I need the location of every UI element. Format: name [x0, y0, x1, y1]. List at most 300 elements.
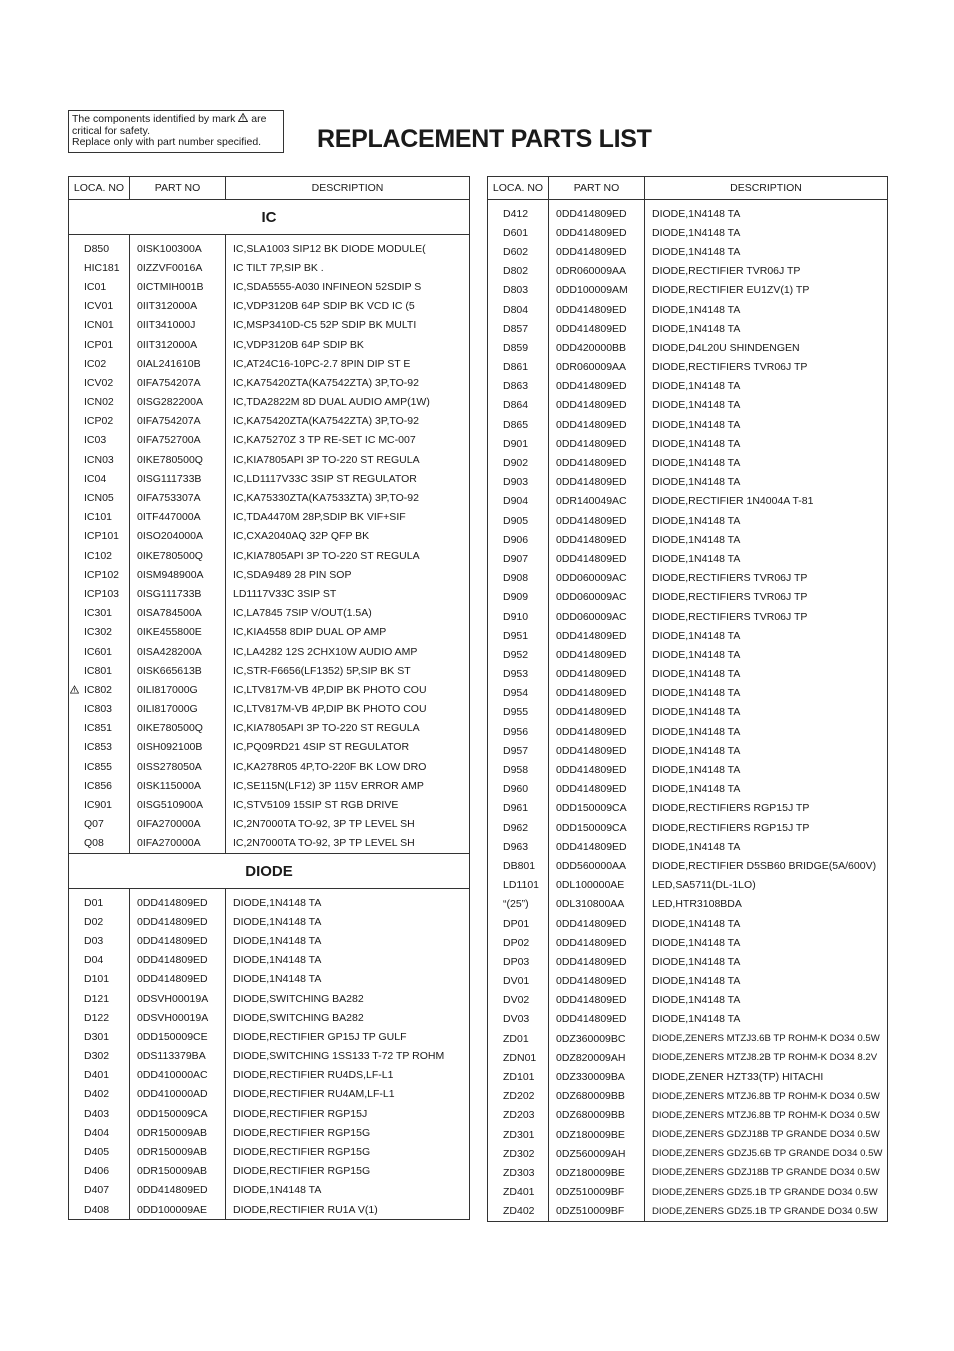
loca-no-cell: D865	[488, 415, 549, 434]
table-row	[488, 607, 888, 626]
part-no-cell: 0IKE455800E	[130, 623, 226, 642]
description-cell: DIODE,RECTIFIER RU4AM,LF-L1	[226, 1085, 470, 1104]
part-no-cell: 0DD414809ED	[549, 453, 645, 472]
loca-no-cell: D01	[69, 889, 130, 913]
table-row	[69, 1200, 470, 1220]
loca-no-cell: DV01	[488, 972, 549, 991]
table-row	[69, 623, 470, 642]
loca-no-cell: D908	[488, 569, 549, 588]
part-no-cell: 0DR150009AB	[130, 1142, 226, 1161]
part-no-cell: 0DD150009CA	[130, 1104, 226, 1123]
part-no-cell: 0IFA270000A	[130, 815, 226, 834]
loca-no-cell: D301	[69, 1027, 130, 1046]
table-row	[488, 799, 888, 818]
table-row	[488, 780, 888, 799]
part-no-cell: 0DD414809ED	[549, 396, 645, 415]
loca-no-cell: ICN02	[69, 393, 130, 412]
part-no-cell: 0DD414809ED	[549, 703, 645, 722]
table-row	[69, 488, 470, 507]
part-no-cell: 0DD414809ED	[549, 952, 645, 971]
table-row	[488, 396, 888, 415]
description-cell: DIODE,RECTIFIERS TVR06J TP	[645, 569, 888, 588]
part-no-cell: 0ISG111733B	[130, 469, 226, 488]
section-title: IC	[69, 200, 470, 235]
table-row	[69, 1162, 470, 1181]
table-row	[488, 242, 888, 261]
table-row	[69, 738, 470, 757]
table-row	[488, 434, 888, 453]
page-title: REPLACEMENT PARTS LIST	[317, 125, 652, 153]
loca-no-cell: ICV02	[69, 373, 130, 392]
description-cell: DIODE,1N4148 TA	[226, 889, 470, 913]
part-no-cell: 0IIT312000A	[130, 297, 226, 316]
table-row	[488, 492, 888, 511]
part-no-cell: 0DD560000AA	[549, 856, 645, 875]
loca-no-cell: D863	[488, 377, 549, 396]
table-header-row	[69, 177, 470, 200]
description-cell: IC,LD1117V33C 3SIP ST REGULATOR	[226, 469, 470, 488]
table-row	[69, 889, 470, 913]
table-row	[69, 642, 470, 661]
loca-no-cell: IC301	[69, 604, 130, 623]
part-no-cell: 0DZ180009BE	[549, 1125, 645, 1144]
loca-no-cell: D864	[488, 396, 549, 415]
loca-no-cell: ICP02	[69, 412, 130, 431]
header-description: DESCRIPTION	[226, 177, 470, 200]
part-no-cell: 0DR140049AC	[549, 492, 645, 511]
loca-no-cell: D412	[488, 200, 549, 224]
description-cell: DIODE,1N4148 TA	[645, 684, 888, 703]
table-row	[69, 354, 470, 373]
table-row	[488, 223, 888, 242]
loca-no-cell: D951	[488, 626, 549, 645]
part-no-cell: 0DZ560009AH	[549, 1144, 645, 1163]
part-no-cell: 0DZ680009BB	[549, 1087, 645, 1106]
description-cell: DIODE,1N4148 TA	[645, 415, 888, 434]
table-row	[488, 645, 888, 664]
part-no-cell: 0DS113379BA	[130, 1047, 226, 1066]
section-diode	[69, 854, 470, 889]
part-no-cell: 0IFA754207A	[130, 412, 226, 431]
part-no-cell: 0ISG282200A	[130, 393, 226, 412]
description-cell: LD1117V33C 3SIP ST	[226, 584, 470, 603]
loca-no-cell: D903	[488, 473, 549, 492]
loca-no-cell: D121	[69, 989, 130, 1008]
description-cell: DIODE,1N4148 TA	[645, 434, 888, 453]
table-row	[69, 469, 470, 488]
description-cell: IC,LTV817M-VB 4P,DIP BK PHOTO COU	[226, 680, 470, 699]
part-no-cell: 0DD414809ED	[549, 473, 645, 492]
loca-no-cell: IC101	[69, 508, 130, 527]
part-no-cell: 0DD414809ED	[549, 434, 645, 453]
table-row	[69, 431, 470, 450]
description-cell: DIODE,ZENERS GDZJ18B TP GRANDE DO34 0.5W	[645, 1125, 888, 1144]
section-ic	[69, 200, 470, 235]
description-cell: DIODE,D4L20U SHINDENGEN	[645, 338, 888, 357]
part-no-cell: 0DZ820009AH	[549, 1048, 645, 1067]
part-no-cell: 0DD414809ED	[549, 1010, 645, 1029]
part-no-cell: 0IKE780500Q	[130, 450, 226, 469]
description-cell: DIODE,1N4148 TA	[226, 1181, 470, 1200]
loca-no-cell: IC855	[69, 757, 130, 776]
part-no-cell: 0ISH092100B	[130, 738, 226, 757]
loca-no-cell: D02	[69, 912, 130, 931]
loca-no-cell: DP01	[488, 914, 549, 933]
description-cell: DIODE,1N4148 TA	[645, 972, 888, 991]
loca-no-cell: ICV01	[69, 297, 130, 316]
description-cell: DIODE,1N4148 TA	[645, 933, 888, 952]
description-cell: DIODE,ZENER HZT33(TP) HITACHI	[645, 1067, 888, 1086]
description-cell: DIODE,1N4148 TA	[645, 223, 888, 242]
loca-no-cell: DV03	[488, 1010, 549, 1029]
part-no-cell: 0DD414809ED	[549, 684, 645, 703]
table-row	[69, 373, 470, 392]
safety-notice-line3: Replace only with part number specified.	[72, 136, 262, 148]
part-no-cell: 0DD410000AC	[130, 1066, 226, 1085]
table-row	[69, 661, 470, 680]
table-row	[488, 703, 888, 722]
table-row	[488, 722, 888, 741]
loca-no-cell: ZD402	[488, 1202, 549, 1222]
description-cell: DIODE,1N4148 TA	[645, 837, 888, 856]
description-cell: DIODE,1N4148 TA	[645, 530, 888, 549]
description-cell: DIODE,SWITCHING 1SS133 T-72 TP ROHM	[226, 1047, 470, 1066]
table-row	[69, 450, 470, 469]
table-row	[69, 277, 470, 296]
part-no-cell: 0DD150009CA	[549, 818, 645, 837]
description-cell: DIODE,ZENERS MTZJ3.6B TP ROHM-K DO34 0.5W	[645, 1029, 888, 1048]
table-row	[488, 1163, 888, 1182]
part-no-cell: 0DD414809ED	[549, 645, 645, 664]
loca-no-cell: ZDN01	[488, 1048, 549, 1067]
part-no-cell: 0ISG510900A	[130, 795, 226, 814]
loca-no-cell: D803	[488, 281, 549, 300]
part-no-cell: 0DD060009AC	[549, 569, 645, 588]
description-cell: IC,SDA9489 28 PIN SOP	[226, 565, 470, 584]
loca-no-cell: ICP101	[69, 527, 130, 546]
table-row	[488, 1125, 888, 1144]
description-cell: DIODE,1N4148 TA	[226, 912, 470, 931]
loca-no-cell: D03	[69, 931, 130, 950]
loca-no-cell: IC601	[69, 642, 130, 661]
description-cell: DIODE,1N4148 TA	[226, 970, 470, 989]
description-cell: IC,LA7845 7SIP V/OUT(1.5A)	[226, 604, 470, 623]
part-no-cell: 0DD414809ED	[549, 780, 645, 799]
description-cell: DIODE,1N4148 TA	[645, 319, 888, 338]
description-cell: IC,KA75420ZTA(KA7542ZTA) 3P,TO-92	[226, 412, 470, 431]
table-row	[488, 1144, 888, 1163]
part-no-cell: 0DD410000AD	[130, 1085, 226, 1104]
description-cell: DIODE,1N4148 TA	[645, 1010, 888, 1029]
description-cell: DIODE,ZENERS GDZ5.1B TP GRANDE DO34 0.5W	[645, 1183, 888, 1202]
loca-no-cell: ZD401	[488, 1183, 549, 1202]
part-no-cell: 0DL310800AA	[549, 895, 645, 914]
part-no-cell: 0DZ360009BC	[549, 1029, 645, 1048]
table-row	[69, 527, 470, 546]
table-row	[69, 1047, 470, 1066]
parts-table-left	[68, 176, 470, 1220]
description-cell: DIODE,1N4148 TA	[645, 952, 888, 971]
part-no-cell: 0ISS278050A	[130, 757, 226, 776]
description-cell: LED,SA5711(DL-1LO)	[645, 876, 888, 895]
table-row	[69, 1142, 470, 1161]
description-cell: DIODE,RECTIFIER RGP15J	[226, 1104, 470, 1123]
part-no-cell: 0DD420000BB	[549, 338, 645, 357]
loca-no-cell: D954	[488, 684, 549, 703]
table-row	[488, 415, 888, 434]
part-no-cell: 0DD414809ED	[549, 933, 645, 952]
table-row	[488, 876, 888, 895]
part-no-cell: 0IFA752700A	[130, 431, 226, 450]
table-row	[69, 834, 470, 854]
description-cell: IC,PQ09RD21 4SIP ST REGULATOR	[226, 738, 470, 757]
table-row	[69, 316, 470, 335]
description-cell: DIODE,1N4148 TA	[645, 703, 888, 722]
description-cell: IC,KA278R05 4P,TO-220F BK LOW DRO	[226, 757, 470, 776]
part-no-cell: 0DD414809ED	[549, 200, 645, 224]
description-cell: IC,STR-F6656(LF1352) 5P,SIP BK ST	[226, 661, 470, 680]
loca-no-cell: D961	[488, 799, 549, 818]
table-row	[488, 952, 888, 971]
table-row	[69, 565, 470, 584]
part-no-cell: 0DD414809ED	[549, 377, 645, 396]
loca-no-cell: D957	[488, 741, 549, 760]
loca-no-cell: D602	[488, 242, 549, 261]
part-no-cell: 0DD414809ED	[549, 837, 645, 856]
loca-no-cell: ICP103	[69, 584, 130, 603]
description-cell: DIODE,1N4148 TA	[645, 377, 888, 396]
part-no-cell: 0DD060009AC	[549, 588, 645, 607]
table-row	[488, 262, 888, 281]
description-cell: IC,MSP3410D-C5 52P SDIP BK MULTI	[226, 316, 470, 335]
loca-no-cell: D861	[488, 358, 549, 377]
part-no-cell: 0ISG111733B	[130, 584, 226, 603]
part-no-cell: 0ISA784500A	[130, 604, 226, 623]
part-no-cell: 0DL100000AE	[549, 876, 645, 895]
part-no-cell: 0DD414809ED	[549, 972, 645, 991]
description-cell: DIODE,RECTIFIER RGP15G	[226, 1123, 470, 1142]
loca-no-cell: Q07	[69, 815, 130, 834]
loca-no-cell: Q08	[69, 834, 130, 854]
header-loca-no: LOCA. NO	[488, 177, 549, 200]
description-cell: DIODE,1N4148 TA	[645, 396, 888, 415]
description-cell: IC,LTV817M-VB 4P,DIP BK PHOTO COU	[226, 700, 470, 719]
table-row	[488, 1183, 888, 1202]
part-no-cell: 0IAL241610B	[130, 354, 226, 373]
table-row	[488, 377, 888, 396]
description-cell: DIODE,1N4148 TA	[645, 665, 888, 684]
part-no-cell: 0IZZVF0016A	[130, 258, 226, 277]
part-no-cell: 0DD150009CA	[549, 799, 645, 818]
part-no-cell: 0ICTMIH001B	[130, 277, 226, 296]
part-no-cell: 0DSVH00019A	[130, 989, 226, 1008]
table-row	[69, 604, 470, 623]
table-row	[488, 1087, 888, 1106]
loca-no-cell: D963	[488, 837, 549, 856]
header-part-no: PART NO	[549, 177, 645, 200]
description-cell: DIODE,1N4148 TA	[645, 200, 888, 224]
part-no-cell: 0ISK115000A	[130, 776, 226, 795]
table-row	[488, 453, 888, 472]
description-cell: DIODE,1N4148 TA	[645, 741, 888, 760]
table-row	[69, 546, 470, 565]
table-row	[488, 338, 888, 357]
part-no-cell: 0DR060009AA	[549, 358, 645, 377]
table-row	[69, 970, 470, 989]
part-no-cell: 0DZ180009BE	[549, 1163, 645, 1182]
loca-no-cell: ZD302	[488, 1144, 549, 1163]
loca-no-cell: D962	[488, 818, 549, 837]
loca-no-cell: IC01	[69, 277, 130, 296]
table-row	[69, 912, 470, 931]
part-no-cell: 0DD414809ED	[549, 242, 645, 261]
loca-no-cell: D907	[488, 549, 549, 568]
warning-triangle-icon	[70, 685, 79, 694]
description-cell: DIODE,ZENERS GDZJ5.6B TP GRANDE DO34 0.5W	[645, 1144, 888, 1163]
loca-no-cell: “(25”)	[488, 895, 549, 914]
table-row	[69, 258, 470, 277]
description-cell: DIODE,1N4148 TA	[645, 300, 888, 319]
loca-no-cell: D902	[488, 453, 549, 472]
loca-no-cell: ZD303	[488, 1163, 549, 1182]
part-no-cell: 0DD414809ED	[130, 889, 226, 913]
description-cell: DIODE,1N4148 TA	[226, 951, 470, 970]
table-row	[69, 680, 470, 699]
part-no-cell: 0DD414809ED	[549, 300, 645, 319]
part-no-cell: 0DD100009AM	[549, 281, 645, 300]
loca-no-cell: DP02	[488, 933, 549, 952]
part-no-cell: 0DR150009AB	[130, 1162, 226, 1181]
description-cell: DIODE,ZENERS MTZJ6.8B TP ROHM-K DO34 0.5W	[645, 1087, 888, 1106]
part-no-cell: 0DD414809ED	[130, 970, 226, 989]
table-row	[488, 588, 888, 607]
loca-no-cell: D958	[488, 760, 549, 779]
part-no-cell: 0DD414809ED	[130, 1181, 226, 1200]
description-cell: DIODE,1N4148 TA	[645, 991, 888, 1010]
table-row	[488, 473, 888, 492]
loca-no-cell: IC03	[69, 431, 130, 450]
part-no-cell: 0DD414809ED	[549, 319, 645, 338]
loca-no-cell: D953	[488, 665, 549, 684]
loca-no-cell: D404	[69, 1123, 130, 1142]
description-cell: DIODE,RECTIFIER 1N4004A T-81	[645, 492, 888, 511]
part-no-cell: 0DD414809ED	[130, 931, 226, 950]
loca-no-cell: D857	[488, 319, 549, 338]
description-cell: IC,KA75420ZTA(KA7542ZTA) 3P,TO-92	[226, 373, 470, 392]
loca-no-cell: ICP102	[69, 565, 130, 584]
table-row	[488, 569, 888, 588]
part-no-cell: 0IFA270000A	[130, 834, 226, 854]
loca-no-cell: D955	[488, 703, 549, 722]
loca-no-cell: IC802	[69, 680, 130, 699]
loca-no-cell: D905	[488, 511, 549, 530]
part-no-cell: 0DD414809ED	[549, 511, 645, 530]
safety-notice-line1-end: are	[251, 113, 267, 125]
table-row	[488, 760, 888, 779]
description-cell: DIODE,ZENERS GDZ5.1B TP GRANDE DO34 0.5W	[645, 1202, 888, 1222]
loca-no-cell: D804	[488, 300, 549, 319]
description-cell: DIODE,1N4148 TA	[645, 722, 888, 741]
header-part-no: PART NO	[130, 177, 226, 200]
table-row	[69, 508, 470, 527]
description-cell: DIODE,1N4148 TA	[645, 473, 888, 492]
loca-no-cell: IC803	[69, 700, 130, 719]
table-row	[488, 914, 888, 933]
loca-no-cell: D04	[69, 951, 130, 970]
table-row	[69, 700, 470, 719]
description-cell: IC TILT 7P,SIP BK .	[226, 258, 470, 277]
table-row	[488, 1010, 888, 1029]
description-cell: DIODE,RECTIFIER RU4DS,LF-L1	[226, 1066, 470, 1085]
description-cell: IC,LA4282 12S 2CHX10W AUDIO AMP	[226, 642, 470, 661]
description-cell: IC,STV5109 15SIP ST RGB DRIVE	[226, 795, 470, 814]
loca-no-cell: IC853	[69, 738, 130, 757]
description-cell: DIODE,SWITCHING BA282	[226, 1008, 470, 1027]
loca-no-cell: IC02	[69, 354, 130, 373]
table-row	[488, 665, 888, 684]
part-no-cell: 0ILI817000G	[130, 680, 226, 699]
part-no-cell: 0DSVH00019A	[130, 1008, 226, 1027]
loca-no-cell: DP03	[488, 952, 549, 971]
loca-no-cell: DV02	[488, 991, 549, 1010]
loca-no-cell: IC851	[69, 719, 130, 738]
description-cell: DIODE,RECTIFIER D5SB60 BRIDGE(5A/600V)	[645, 856, 888, 875]
part-no-cell: 0DD414809ED	[130, 912, 226, 931]
table-row	[488, 895, 888, 914]
part-no-cell: 0IFA753307A	[130, 488, 226, 507]
table-header-row	[488, 177, 888, 200]
description-cell: DIODE,1N4148 TA	[645, 453, 888, 472]
loca-no-cell: D956	[488, 722, 549, 741]
table-row	[488, 530, 888, 549]
description-cell: DIODE,ZENERS GDZJ18B TP GRANDE DO34 0.5W	[645, 1163, 888, 1182]
loca-no-cell: D401	[69, 1066, 130, 1085]
loca-no-cell: D122	[69, 1008, 130, 1027]
loca-no-cell: D859	[488, 338, 549, 357]
part-no-cell: 0DD414809ED	[130, 951, 226, 970]
loca-no-cell: D910	[488, 607, 549, 626]
part-no-cell: 0DD414809ED	[549, 991, 645, 1010]
loca-no-cell: IC901	[69, 795, 130, 814]
table-row	[69, 1027, 470, 1046]
loca-no-cell: D909	[488, 588, 549, 607]
description-cell: DIODE,RECTIFIER TVR06J TP	[645, 262, 888, 281]
table-row	[69, 931, 470, 950]
description-cell: IC,2N7000TA TO-92, 3P TP LEVEL SH	[226, 815, 470, 834]
table-row	[488, 1106, 888, 1125]
table-row	[69, 815, 470, 834]
table-row	[69, 1181, 470, 1200]
loca-no-cell: D952	[488, 645, 549, 664]
part-no-cell: 0DD414809ED	[549, 914, 645, 933]
loca-no-cell: D901	[488, 434, 549, 453]
loca-no-cell: IC04	[69, 469, 130, 488]
description-cell: DIODE,RECTIFIER RU1A V(1)	[226, 1200, 470, 1220]
loca-no-cell: ZD01	[488, 1029, 549, 1048]
description-cell: DIODE,RECTIFIERS RGP15J TP	[645, 818, 888, 837]
part-no-cell: 0DD150009CE	[130, 1027, 226, 1046]
part-no-cell: 0ISM948900A	[130, 565, 226, 584]
table-row	[69, 1085, 470, 1104]
description-cell: IC,KIA7805API 3P TO-220 ST REGULA	[226, 546, 470, 565]
description-cell: IC,TDA4470M 28P,SDIP BK VIF+SIF	[226, 508, 470, 527]
part-no-cell: 0DZ510009BF	[549, 1183, 645, 1202]
description-cell: DIODE,1N4148 TA	[645, 914, 888, 933]
table-row	[488, 626, 888, 645]
loca-no-cell: D406	[69, 1162, 130, 1181]
part-no-cell: 0DD414809ED	[549, 665, 645, 684]
loca-no-cell: D904	[488, 492, 549, 511]
